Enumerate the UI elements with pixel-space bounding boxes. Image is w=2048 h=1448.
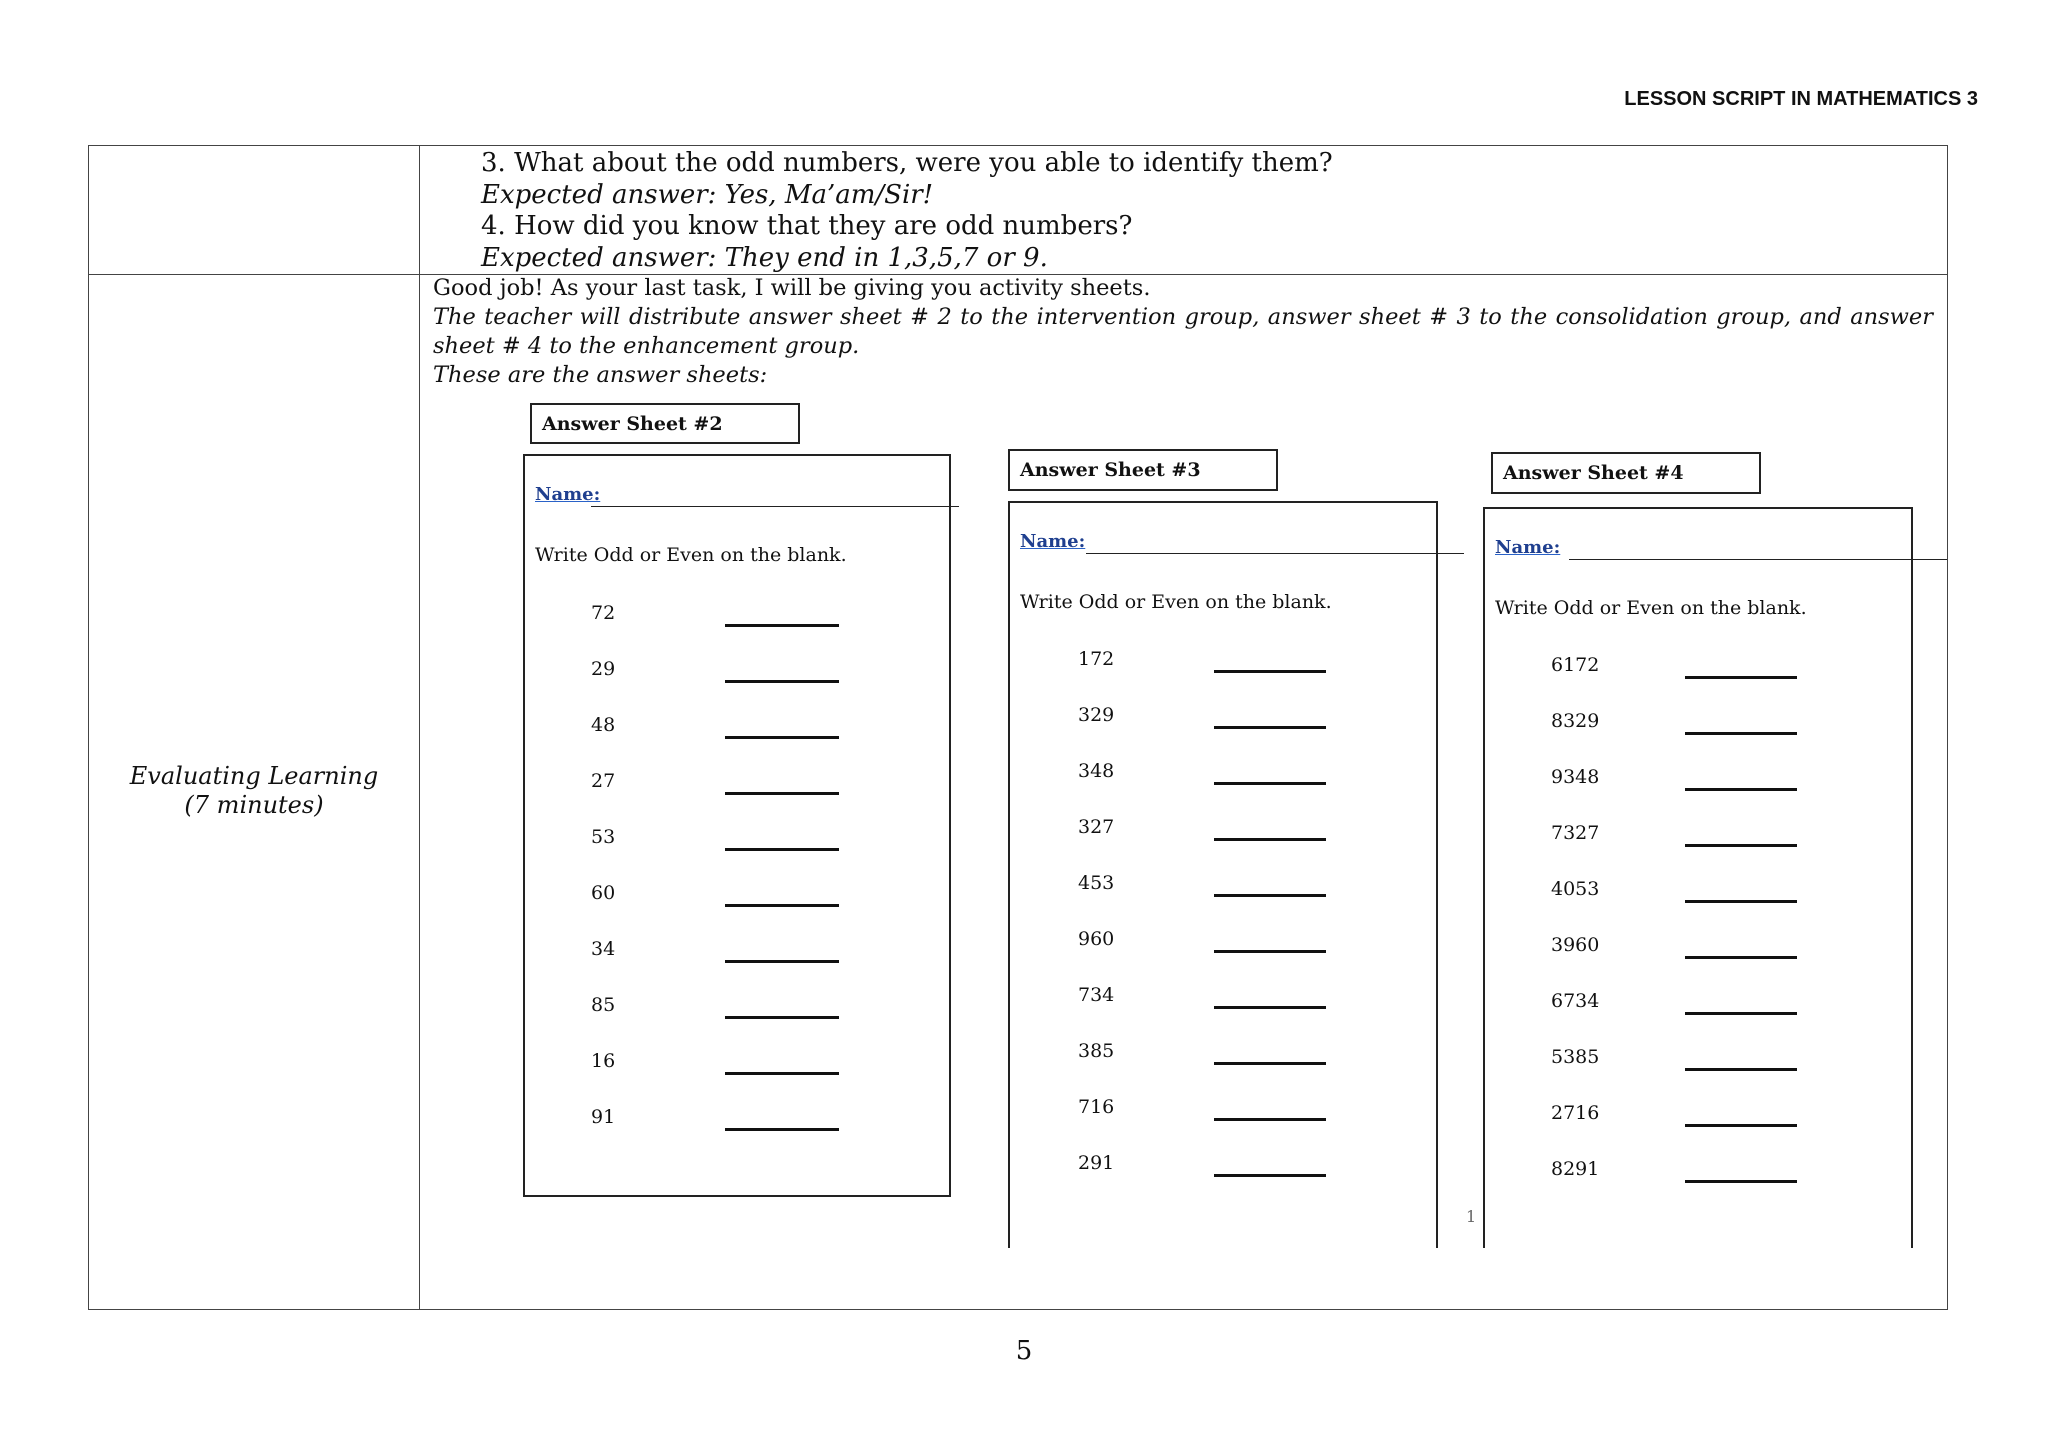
answer-blank[interactable]: [725, 848, 839, 851]
answer-blank[interactable]: [1685, 1124, 1797, 1127]
answer-blank[interactable]: [725, 792, 839, 795]
sheet-item: [591, 602, 839, 628]
sheet-instruction: Write Odd or Even on the blank.: [1495, 597, 1807, 619]
intro-line-2: The teacher will distribute answer sheet # 2 to the intervention group, answer sheet # 3 to the consolidation group, and answer sheet # 4 to the enhancement group.: [433, 304, 1933, 359]
item-number: 7327: [1551, 822, 1600, 844]
answer-blank[interactable]: [1214, 1118, 1326, 1121]
item-number: 716: [1078, 1096, 1115, 1118]
row-label-title: Evaluating Learning: [129, 762, 379, 790]
sheet-item: [1551, 654, 1797, 680]
answer-blank[interactable]: [1214, 782, 1326, 785]
item-number: 48: [591, 714, 616, 736]
sheet-item: [1078, 1096, 1326, 1122]
item-number: 734: [1078, 984, 1115, 1006]
sheet-item: [591, 1106, 839, 1132]
answer-sheet-4-tab: Answer Sheet #4: [1491, 452, 1761, 494]
answer-blank[interactable]: [725, 1016, 839, 1019]
item-number: 60: [591, 882, 616, 904]
answer-blank[interactable]: [1214, 838, 1326, 841]
item-number: 3960: [1551, 934, 1600, 956]
page-header: LESSON SCRIPT IN MATHEMATICS 3: [1624, 88, 1978, 110]
sheet-item: [1078, 704, 1326, 730]
item-number: 85: [591, 994, 616, 1016]
answer-blank[interactable]: [725, 736, 839, 739]
answer-blank[interactable]: [1214, 950, 1326, 953]
name-blank-line: [591, 506, 959, 507]
item-number: 6734: [1551, 990, 1600, 1012]
item-number: 291: [1078, 1152, 1115, 1174]
sheet-item: [591, 882, 839, 908]
answer-blank[interactable]: [1214, 1174, 1326, 1177]
answer-blank[interactable]: [1214, 670, 1326, 673]
question-4: 4. How did you know that they are odd numbers?: [481, 211, 1133, 241]
answer-blank[interactable]: [1214, 1062, 1326, 1065]
answer-blank[interactable]: [725, 1128, 839, 1131]
name-label: Name:: [1495, 537, 1561, 558]
sheet-item: [1551, 934, 1797, 960]
item-number: 29: [591, 658, 616, 680]
sheet-item: [1078, 816, 1326, 842]
discussion-cell: [481, 148, 1921, 274]
item-number: 453: [1078, 872, 1115, 894]
answer-blank[interactable]: [1685, 844, 1797, 847]
item-number: 6172: [1551, 654, 1600, 676]
sheet-item: [591, 826, 839, 852]
evaluation-intro: [433, 274, 1933, 390]
item-number: 9348: [1551, 766, 1600, 788]
sheet-item: [1551, 878, 1797, 904]
item-number: 385: [1078, 1040, 1115, 1062]
answer-blank[interactable]: [1685, 732, 1797, 735]
sheet-instruction: Write Odd or Even on the blank.: [535, 544, 847, 566]
sheet-item: [591, 994, 839, 1020]
answer-blank[interactable]: [1685, 1012, 1797, 1015]
answer-sheet-2: [523, 454, 951, 1197]
sheet-item: [1551, 710, 1797, 736]
answer-blank[interactable]: [1214, 726, 1326, 729]
sheet-item: [1551, 822, 1797, 848]
sheet-item: [591, 714, 839, 740]
name-blank-line: [1086, 553, 1464, 554]
item-number: 4053: [1551, 878, 1600, 900]
item-number: 8291: [1551, 1158, 1600, 1180]
answer-sheet-2-tab: Answer Sheet #2: [530, 403, 800, 444]
sheet-item: [1078, 648, 1326, 674]
name-field: [1495, 537, 1560, 561]
row-label-duration: (7 minutes): [184, 791, 324, 819]
row-label-evaluating-learning: [89, 762, 419, 820]
sheet-item: [591, 658, 839, 684]
name-field: [1020, 531, 1085, 555]
answer-sheet-3: [1008, 501, 1438, 1248]
answer-blank[interactable]: [1685, 1068, 1797, 1071]
answer-blank[interactable]: [725, 624, 839, 627]
item-number: 5385: [1551, 1046, 1600, 1068]
answer-blank[interactable]: [725, 960, 839, 963]
item-number: 16: [591, 1050, 616, 1072]
sheet-item: [1551, 1046, 1797, 1072]
item-number: 91: [591, 1106, 616, 1128]
item-number: 2716: [1551, 1102, 1600, 1124]
answer-blank[interactable]: [1214, 1006, 1326, 1009]
answer-blank[interactable]: [1214, 894, 1326, 897]
answer-blank[interactable]: [1685, 788, 1797, 791]
answer-blank[interactable]: [1685, 1180, 1797, 1183]
item-number: 8329: [1551, 710, 1600, 732]
item-number: 172: [1078, 648, 1115, 670]
sheet-item: [1078, 760, 1326, 786]
sheet-instruction: Write Odd or Even on the blank.: [1020, 591, 1332, 613]
answer-blank[interactable]: [725, 680, 839, 683]
item-number: 27: [591, 770, 616, 792]
item-number: 329: [1078, 704, 1115, 726]
answer-blank[interactable]: [1685, 956, 1797, 959]
sheet-item: [1551, 1102, 1797, 1128]
answer-blank[interactable]: [1685, 676, 1797, 679]
sheet-item: [1551, 1158, 1797, 1184]
name-blank-line: [1569, 559, 1947, 560]
sheet-item: [1078, 872, 1326, 898]
answer-blank[interactable]: [725, 1072, 839, 1075]
sheet-item: [591, 938, 839, 964]
expected-answer-4: Expected answer: They end in 1,3,5,7 or 9.: [481, 242, 1048, 273]
sheet-item: [1078, 928, 1326, 954]
sheet-item: [1078, 1152, 1326, 1178]
sheet-item: [1551, 766, 1797, 792]
sheet-item: [1078, 1040, 1326, 1066]
item-number: 348: [1078, 760, 1115, 782]
answer-sheet-3-tab: Answer Sheet #3: [1008, 449, 1278, 491]
expected-answer-3: Expected answer: Yes, Ma’am/Sir!: [481, 179, 934, 210]
sheet-item: [1551, 990, 1797, 1016]
name-label: Name:: [1020, 531, 1086, 552]
answer-blank[interactable]: [725, 904, 839, 907]
answer-blank[interactable]: [1685, 900, 1797, 903]
sheet-item: [591, 1050, 839, 1076]
sheet-item: [591, 770, 839, 796]
intro-line-1: Good job! As your last task, I will be giving you activity sheets.: [433, 275, 1151, 301]
footnote-marker: 1: [1466, 1207, 1477, 1226]
question-3: 3. What about the odd numbers, were you able to identify them?: [481, 148, 1333, 178]
name-field: [535, 484, 600, 508]
item-number: 53: [591, 826, 616, 848]
item-number: 960: [1078, 928, 1115, 950]
name-label: Name:: [535, 484, 601, 505]
sheet-item: [1078, 984, 1326, 1010]
item-number: 34: [591, 938, 616, 960]
answer-sheet-4: [1483, 507, 1913, 1248]
column-divider: [419, 146, 420, 1309]
intro-line-3: These are the answer sheets:: [433, 362, 768, 388]
item-number: 327: [1078, 816, 1115, 838]
page-number: 5: [1015, 1336, 1033, 1366]
item-number: 72: [591, 602, 616, 624]
